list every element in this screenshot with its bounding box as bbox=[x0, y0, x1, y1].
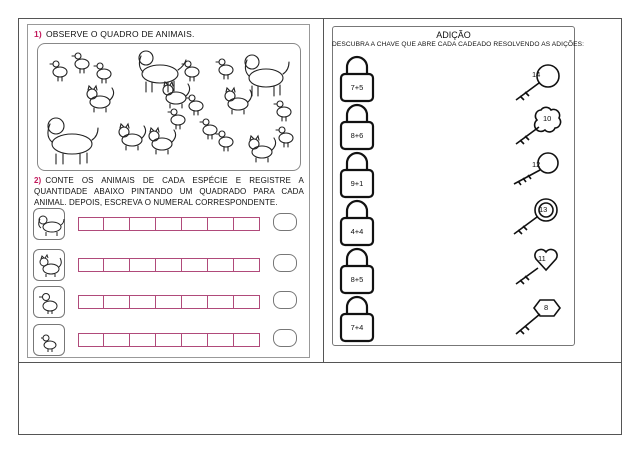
numeral-answer-box[interactable] bbox=[273, 329, 297, 347]
count-row-dogs bbox=[33, 208, 303, 240]
tally-cell[interactable] bbox=[156, 217, 182, 231]
tally-cell[interactable] bbox=[104, 333, 130, 347]
tally-cells bbox=[78, 217, 260, 231]
key-6[interactable] bbox=[510, 296, 566, 338]
key-icon bbox=[510, 106, 566, 148]
duck-icon bbox=[216, 131, 233, 151]
tally-cell[interactable] bbox=[156, 295, 182, 309]
tally-cell[interactable] bbox=[78, 217, 104, 231]
key-3[interactable] bbox=[510, 150, 566, 192]
padlock-sum: 9+1 bbox=[350, 179, 364, 188]
animal-picture-box bbox=[37, 43, 301, 171]
tally-cell[interactable] bbox=[182, 217, 208, 231]
dog-icon bbox=[33, 208, 65, 240]
padlock-sum: 4+4 bbox=[350, 227, 364, 236]
duck-icon bbox=[50, 61, 67, 81]
key-icon bbox=[510, 150, 566, 192]
count-row-ducks bbox=[33, 286, 303, 318]
key-5[interactable] bbox=[510, 246, 566, 288]
question-1-text: OBSERVE O QUADRO DE ANIMAIS. bbox=[45, 29, 195, 39]
duck-icon bbox=[186, 95, 203, 115]
key-icon bbox=[508, 196, 564, 238]
tally-cell[interactable] bbox=[78, 333, 104, 347]
key-icon bbox=[510, 296, 566, 338]
key-number: 14 bbox=[532, 70, 541, 79]
page-divider-vertical bbox=[323, 18, 324, 362]
tally-cell[interactable] bbox=[130, 295, 156, 309]
cat-icon bbox=[249, 136, 276, 162]
tally-cell[interactable] bbox=[182, 258, 208, 272]
cat-icon bbox=[119, 124, 146, 150]
duck-icon bbox=[168, 109, 185, 129]
duck-icon bbox=[72, 53, 89, 73]
tally-cell[interactable] bbox=[234, 333, 260, 347]
question-2-number: 2) bbox=[34, 176, 42, 185]
tally-cell[interactable] bbox=[208, 333, 234, 347]
padlock-4[interactable] bbox=[338, 199, 376, 247]
key-number: 10 bbox=[543, 114, 552, 123]
tally-cell[interactable] bbox=[130, 258, 156, 272]
tally-cell[interactable] bbox=[234, 217, 260, 231]
padlock-1[interactable] bbox=[338, 55, 376, 103]
tally-cell[interactable] bbox=[78, 258, 104, 272]
tally-cell[interactable] bbox=[130, 217, 156, 231]
duck-icon bbox=[94, 63, 111, 83]
tally-cell[interactable] bbox=[208, 258, 234, 272]
duck-icon bbox=[33, 286, 65, 318]
cat-icon bbox=[149, 128, 176, 154]
padlock-2[interactable] bbox=[338, 103, 376, 151]
question-1 bbox=[34, 29, 195, 39]
question-1-number: 1) bbox=[34, 29, 42, 39]
tally-cell[interactable] bbox=[182, 295, 208, 309]
key-1[interactable] bbox=[510, 62, 566, 104]
padlock-sum: 7+4 bbox=[350, 323, 364, 332]
tally-cell[interactable] bbox=[208, 217, 234, 231]
addition-instructions: DESCUBRA A CHAVE QUE ABRE CADA CADEADO RESOLVENDO AS ADIÇÕES: bbox=[332, 41, 585, 48]
duckling-icon bbox=[33, 324, 65, 356]
tally-cell[interactable] bbox=[234, 295, 260, 309]
tally-cell[interactable] bbox=[104, 295, 130, 309]
tally-cell[interactable] bbox=[156, 258, 182, 272]
numeral-answer-box[interactable] bbox=[273, 254, 297, 272]
padlock-icon bbox=[338, 55, 376, 103]
duck-icon bbox=[276, 127, 293, 147]
question-2 bbox=[34, 175, 304, 208]
duck-icon bbox=[200, 119, 217, 139]
padlock-icon bbox=[338, 295, 376, 343]
question-2-text: CONTE OS ANIMAIS DE CADA ESPÉCIE E REGISTRE A QUANTIDADE ABAIXO PINTANDO UM QUADRADO PARA CADA ANIMAL. DEPOIS, ESCREVA O NUMERAL CORRESPONDENTE. bbox=[34, 176, 304, 207]
tally-cells bbox=[78, 295, 260, 309]
cat-icon bbox=[87, 86, 114, 112]
key-4[interactable] bbox=[508, 196, 564, 238]
key-2[interactable] bbox=[510, 106, 566, 148]
numeral-answer-box[interactable] bbox=[273, 291, 297, 309]
duck-icon bbox=[182, 61, 199, 81]
page-divider-horizontal bbox=[18, 362, 622, 363]
padlock-3[interactable] bbox=[338, 151, 376, 199]
padlock-sum: 8+5 bbox=[350, 275, 364, 284]
dog-icon bbox=[48, 118, 98, 164]
tally-cells bbox=[78, 258, 260, 272]
tally-cell[interactable] bbox=[234, 258, 260, 272]
padlock-icon bbox=[338, 151, 376, 199]
key-icon bbox=[510, 246, 566, 288]
padlock-icon bbox=[338, 103, 376, 151]
numeral-answer-box[interactable] bbox=[273, 213, 297, 231]
tally-cell[interactable] bbox=[104, 258, 130, 272]
tally-cell[interactable] bbox=[130, 333, 156, 347]
padlock-6[interactable] bbox=[338, 295, 376, 343]
padlock-sum: 7+5 bbox=[350, 83, 364, 92]
tally-cell[interactable] bbox=[104, 217, 130, 231]
tally-cell[interactable] bbox=[78, 295, 104, 309]
tally-cell[interactable] bbox=[182, 333, 208, 347]
key-number: 8 bbox=[544, 303, 549, 312]
dog-icon bbox=[245, 55, 289, 96]
padlock-icon bbox=[338, 199, 376, 247]
cat-icon bbox=[33, 249, 65, 281]
cat-icon bbox=[225, 88, 252, 114]
duck-icon bbox=[216, 59, 233, 79]
dog-icon bbox=[139, 51, 186, 92]
tally-cell[interactable] bbox=[208, 295, 234, 309]
addition-title: ADIÇÃO bbox=[436, 30, 471, 40]
tally-cell[interactable] bbox=[156, 333, 182, 347]
count-row-cats bbox=[33, 249, 303, 281]
key-number: 13 bbox=[539, 205, 548, 214]
key-number: 12 bbox=[532, 160, 541, 169]
padlock-icon bbox=[338, 247, 376, 295]
tally-cells bbox=[78, 333, 260, 347]
count-row-ducklings bbox=[33, 324, 303, 356]
key-number: 11 bbox=[538, 254, 546, 263]
padlock-5[interactable] bbox=[338, 247, 376, 295]
cat-icon bbox=[163, 82, 190, 108]
padlock-sum: 8+6 bbox=[350, 131, 364, 140]
duck-icon bbox=[274, 101, 291, 121]
key-icon bbox=[510, 62, 566, 104]
animal-scene-illustration bbox=[38, 44, 302, 172]
